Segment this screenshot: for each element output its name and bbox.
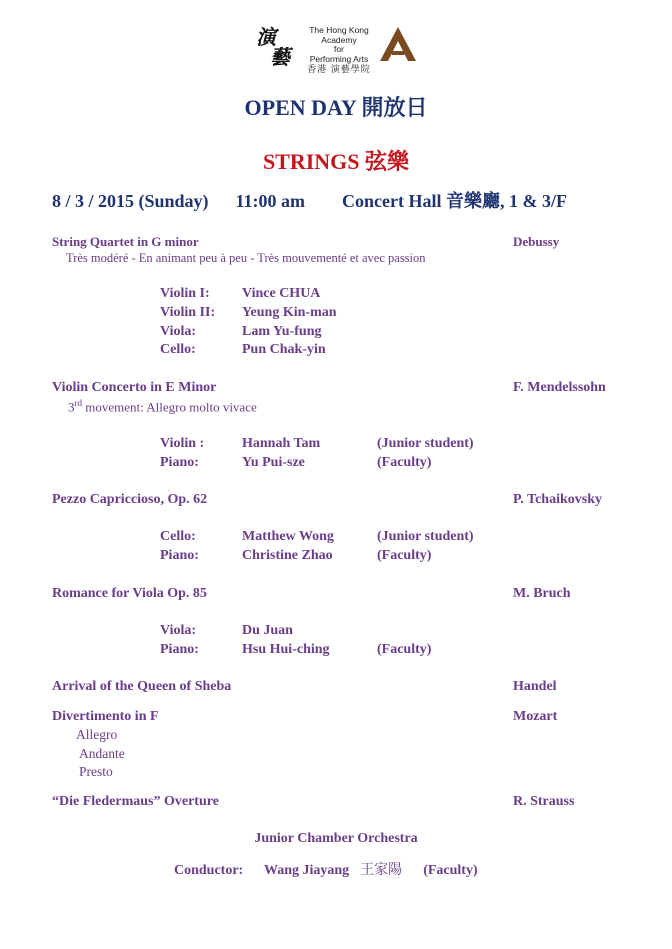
movement [68, 398, 257, 415]
academy-name-line2: for [334, 44, 344, 54]
movement-ordinal-suffix: rd [74, 398, 82, 408]
academy-name [294, 26, 384, 75]
performer-role: Viola: [160, 324, 197, 339]
event-details [52, 187, 567, 213]
composer: P. Tchaikovsky [513, 492, 602, 507]
academy-name-line3: Performing Arts [309, 53, 369, 64]
conductor-name: Wang Jiayang [263, 863, 350, 878]
movement-text: movement: Allegro molto vivace [82, 399, 257, 415]
conductor-line [174, 859, 478, 879]
performer-role: Piano: [160, 455, 199, 470]
performer-role: Piano: [160, 642, 199, 657]
movement: Allegro [76, 727, 118, 742]
movement: Andante [79, 746, 125, 761]
conductor-label: Conductor: [174, 863, 244, 878]
composer: Debussy [513, 234, 560, 249]
svg-text:演: 演 [256, 25, 276, 49]
performer-role: Violin I: [160, 286, 210, 301]
composer: Mozart [513, 709, 558, 724]
academy-name-line1: The Hong Kong Academy [309, 25, 369, 45]
performer-role: Cello: [160, 342, 196, 357]
academy-calligraphy-logo [254, 22, 294, 66]
ensemble-name: Junior Chamber Orchestra [254, 831, 418, 846]
performer-name: Hannah Tam [242, 436, 321, 451]
event-venue: Concert Hall 音樂廳, 1 & 3/F [342, 191, 568, 211]
movement: Presto [79, 764, 113, 779]
performer-role: Cello: [160, 529, 196, 544]
performer-note: (Faculty) [377, 642, 432, 657]
page-title: OPEN DAY 開放日 [244, 95, 428, 120]
movement-number: 3 [68, 399, 75, 415]
work-title: Arrival of the Queen of Sheba [52, 679, 232, 694]
page-subtitle: STRINGS 弦樂 [262, 149, 410, 174]
work-title: String Quartet in G minor [52, 234, 199, 249]
performer-role: Piano: [160, 548, 199, 563]
work-title: Romance for Viola Op. 85 [52, 586, 207, 601]
svg-text:藝: 藝 [270, 45, 290, 66]
performer-name: Pun Chak-yin [242, 342, 326, 357]
performer-note: (Faculty) [377, 455, 432, 470]
work-title: “Die Fledermaus” Overture [52, 794, 219, 809]
composer: M. Bruch [513, 586, 571, 601]
performer-note: (Junior student) [377, 529, 474, 544]
event-date: 8 / 3 / 2015 (Sunday) [52, 191, 209, 211]
academy-name-chinese: 香港 演藝學院 [307, 64, 371, 74]
performer-role: Violin : [160, 436, 205, 451]
work-title: Pezzo Capriccioso, Op. 62 [52, 492, 208, 507]
work-title: Divertimento in F [52, 709, 159, 724]
performer-note: (Faculty) [377, 548, 432, 563]
event-time: 11:00 am [235, 191, 306, 211]
movement: Très modéré - En animant peu à peu - Très mouvementé et avec passion [66, 251, 426, 265]
performer-name: Vince CHUA [242, 286, 321, 301]
work-title: Violin Concerto in E Minor [52, 380, 217, 395]
performer-role: Viola: [160, 623, 197, 638]
composer: R. Strauss [513, 794, 575, 809]
conductor-name-chinese: 王家陽 [360, 863, 403, 878]
performer-name: Matthew Wong [242, 529, 334, 544]
performer-name: Yeung Kin-man [242, 305, 337, 320]
academy-emblem-icon [378, 25, 418, 63]
performer-name: Yu Pui-sze [242, 455, 305, 470]
performer-name: Lam Yu-fung [242, 324, 322, 339]
performer-name: Du Juan [242, 623, 293, 638]
performer-role: Violin II: [160, 305, 216, 320]
performer-note: (Junior student) [377, 436, 474, 451]
performer-name: Christine Zhao [242, 548, 333, 563]
conductor-note: (Faculty) [423, 863, 478, 878]
performer-name: Hsu Hui-ching [242, 642, 330, 657]
composer: Handel [513, 679, 557, 694]
composer: F. Mendelssohn [513, 380, 606, 395]
